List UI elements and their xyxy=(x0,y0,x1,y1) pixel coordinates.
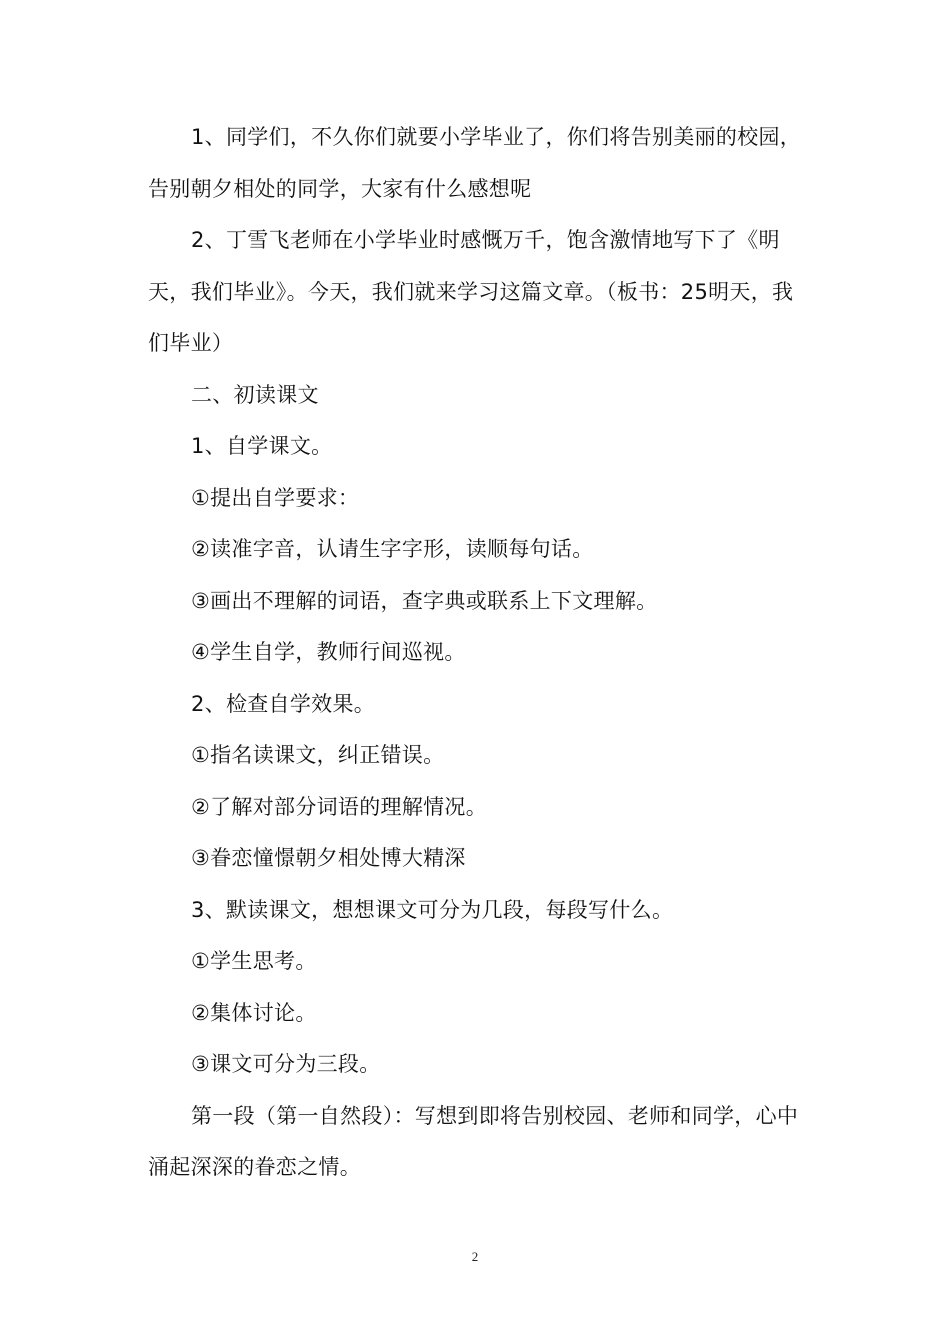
step-heading: 1、自学课文。 xyxy=(191,434,333,458)
page-number: 2 xyxy=(471,1249,479,1264)
step-heading: 2、检查自学效果。 xyxy=(191,691,376,716)
document-body xyxy=(148,112,808,1194)
list-item: ①学生思考。 xyxy=(191,949,317,973)
list-item: ③课文可分为三段。 xyxy=(191,1052,381,1076)
list-item: ③眷恋憧憬朝夕相处博大精深 xyxy=(191,846,466,870)
list-item: ②读准字音，认请生字字形，读顺每句话。 xyxy=(191,537,594,561)
list-item: ③画出不理解的词语，查字典或联系上下文理解。 xyxy=(191,588,658,613)
paragraph-intro-1: 1、同学们，不久你们就要小学毕业了，你们将告别美丽的校园，告别朝夕相处的同学，大家有什么感想呢 xyxy=(148,125,802,201)
list-item: ②了解对部分词语的理解情况。 xyxy=(191,794,488,819)
list-item: ④学生自学，教师行间巡视。 xyxy=(191,640,466,664)
list-item: ②集体讨论。 xyxy=(191,1000,317,1025)
paragraph-intro-2: 2、丁雪飞老师在小学毕业时感慨万千，饱含激情地写下了《明天，我们毕业》。今天，我们就来学习这篇文章。（板书：25明天，我们毕业） xyxy=(148,228,794,355)
paragraph-section-summary: 第一段（第一自然段）：写想到即将告别校园、老师和同学，心中涌起深深的眷恋之情。 xyxy=(148,1103,799,1179)
list-item: ①提出自学要求： xyxy=(191,485,360,510)
step-heading: 3、默读课文，想想课文可分为几段，每段写什么。 xyxy=(191,897,674,922)
section-heading: 二、初读课文 xyxy=(191,382,319,407)
list-item: ①指名读课文，纠正错误。 xyxy=(191,743,445,767)
